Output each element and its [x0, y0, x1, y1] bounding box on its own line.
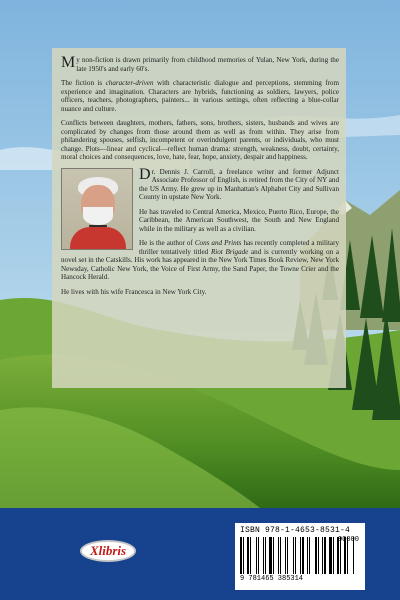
barcode-bar — [256, 537, 257, 574]
barcode-bar — [318, 537, 319, 574]
author-photo-beard — [83, 207, 113, 225]
xlibris-logo: Xlibris — [80, 540, 136, 562]
barcode-bar — [265, 537, 266, 574]
bio-book-title-2: Riot Brigade — [210, 247, 249, 256]
barcode-bar — [260, 537, 262, 574]
barcode-bar — [295, 537, 296, 574]
barcode-bar — [302, 537, 304, 574]
barcode-bar — [297, 537, 299, 574]
barcode-bar — [333, 537, 334, 574]
barcode-bar — [267, 537, 268, 574]
barcode-bar — [285, 537, 286, 574]
barcode-bar — [280, 537, 281, 574]
price-code: 90000 — [337, 536, 359, 544]
barcode-bar — [300, 537, 301, 574]
barcode-bar — [324, 537, 326, 574]
barcode-bar — [245, 537, 246, 574]
barcode-bar — [320, 537, 321, 574]
blurb-text-2a: The fiction is — [61, 79, 106, 87]
bio-text-1: r. Dennis J. Carroll, a freelance writer and former Adjunct Associate Professor of English, is retired from the City of NY and the US Army. He grew up in Manhattan's Alphabet City and Sullivan County in upstate New York. — [139, 167, 339, 201]
barcode-bar — [289, 537, 292, 574]
isbn-number: ISBN 978-1-4653-8531-4 — [240, 526, 351, 535]
barcode-bar — [282, 537, 284, 574]
barcode-bar — [327, 537, 328, 574]
barcode-bar — [293, 537, 294, 574]
blurb-text-2-italic: character-driven — [105, 79, 154, 87]
barcode-bar — [322, 537, 323, 574]
blurb-text-2b: with characteristic dialogue and perceptions, stemming from experience and imagination. Characters are hybrids, functioning as soldiers, lawyers, police officers, teachers, photographers, painters... in various settings, often reflecting a blue-collar nuance and culture. — [61, 79, 339, 113]
isbn-barcode-box — [235, 523, 365, 590]
barcode-bar — [240, 537, 242, 574]
bio-book-title-1: Cons and Prints — [194, 239, 242, 247]
blurb-paragraph-3: Conflicts between daughters, mothers, fathers, sons, brothers, sisters, husbands and wives are complicated by changes from those around them as well as from within. They arise from philandering spouses, selfish, incompetent or overindulgent parents, or individuals, who must change. Plots—linear and cyclical—reflect human drama: strength, weakness, doubt, certainty, moral choices and consequences, love, hate, fear, hope, anxiety, despair and happiness. — [61, 119, 339, 161]
bio-dropcap: D — [139, 165, 151, 183]
text-panel — [52, 48, 346, 388]
barcode-bar — [243, 537, 244, 574]
barcode-bar — [250, 537, 251, 574]
barcode-bar — [309, 537, 310, 574]
barcode-bar — [311, 537, 314, 574]
barcode-bar — [287, 537, 288, 574]
blurb-paragraph-2 — [61, 79, 339, 113]
barcode-digits: 9 781465 385314 — [240, 575, 304, 583]
barcode-bar — [307, 537, 308, 574]
barcode-bar — [315, 537, 317, 574]
barcode-bar — [278, 537, 279, 574]
blurb-paragraph-1 — [61, 56, 339, 73]
bio-text-3b: has recently completed a military thriller tentatively titled — [139, 239, 339, 256]
author-photo-shirt — [70, 227, 126, 250]
blurb-dropcap: M — [61, 54, 76, 71]
bio-paragraph-4: He lives with his wife Francesca in New York City. — [61, 287, 207, 296]
author-bio — [61, 165, 340, 297]
bio-text-3c: and is currently working on a novel set in the Catskills. His work has appeared in the New York Times Book Review, New York Newsday, Catholic New York, the Voice of First Army, the Sand Paper, the Towne Crier and the Hancock Herald. — [61, 247, 340, 281]
barcode-bar — [273, 537, 274, 574]
bio-paragraph-2: He has traveled to Central America, Mexico, Puerto Rico, Europe, the Caribbean, the American Southwest, the South and New England while in the military as well as a civilian. — [139, 207, 339, 233]
barcode-bar — [329, 537, 332, 574]
barcode-bar — [335, 537, 336, 574]
barcode-bar — [258, 537, 259, 574]
barcode-bar — [252, 537, 255, 574]
barcode-bar — [247, 537, 249, 574]
barcode-bar — [263, 537, 264, 574]
barcode-bar — [275, 537, 277, 574]
blurb-text-1: y non-fiction is drawn primarily from childhood memories of Yulan, New York, during the late 1950's and early 60's. — [76, 56, 339, 73]
barcode-bar — [305, 537, 306, 574]
bio-text-3a: He is the author of — [139, 239, 195, 247]
author-photo — [61, 168, 133, 250]
barcode-bar — [269, 537, 272, 574]
